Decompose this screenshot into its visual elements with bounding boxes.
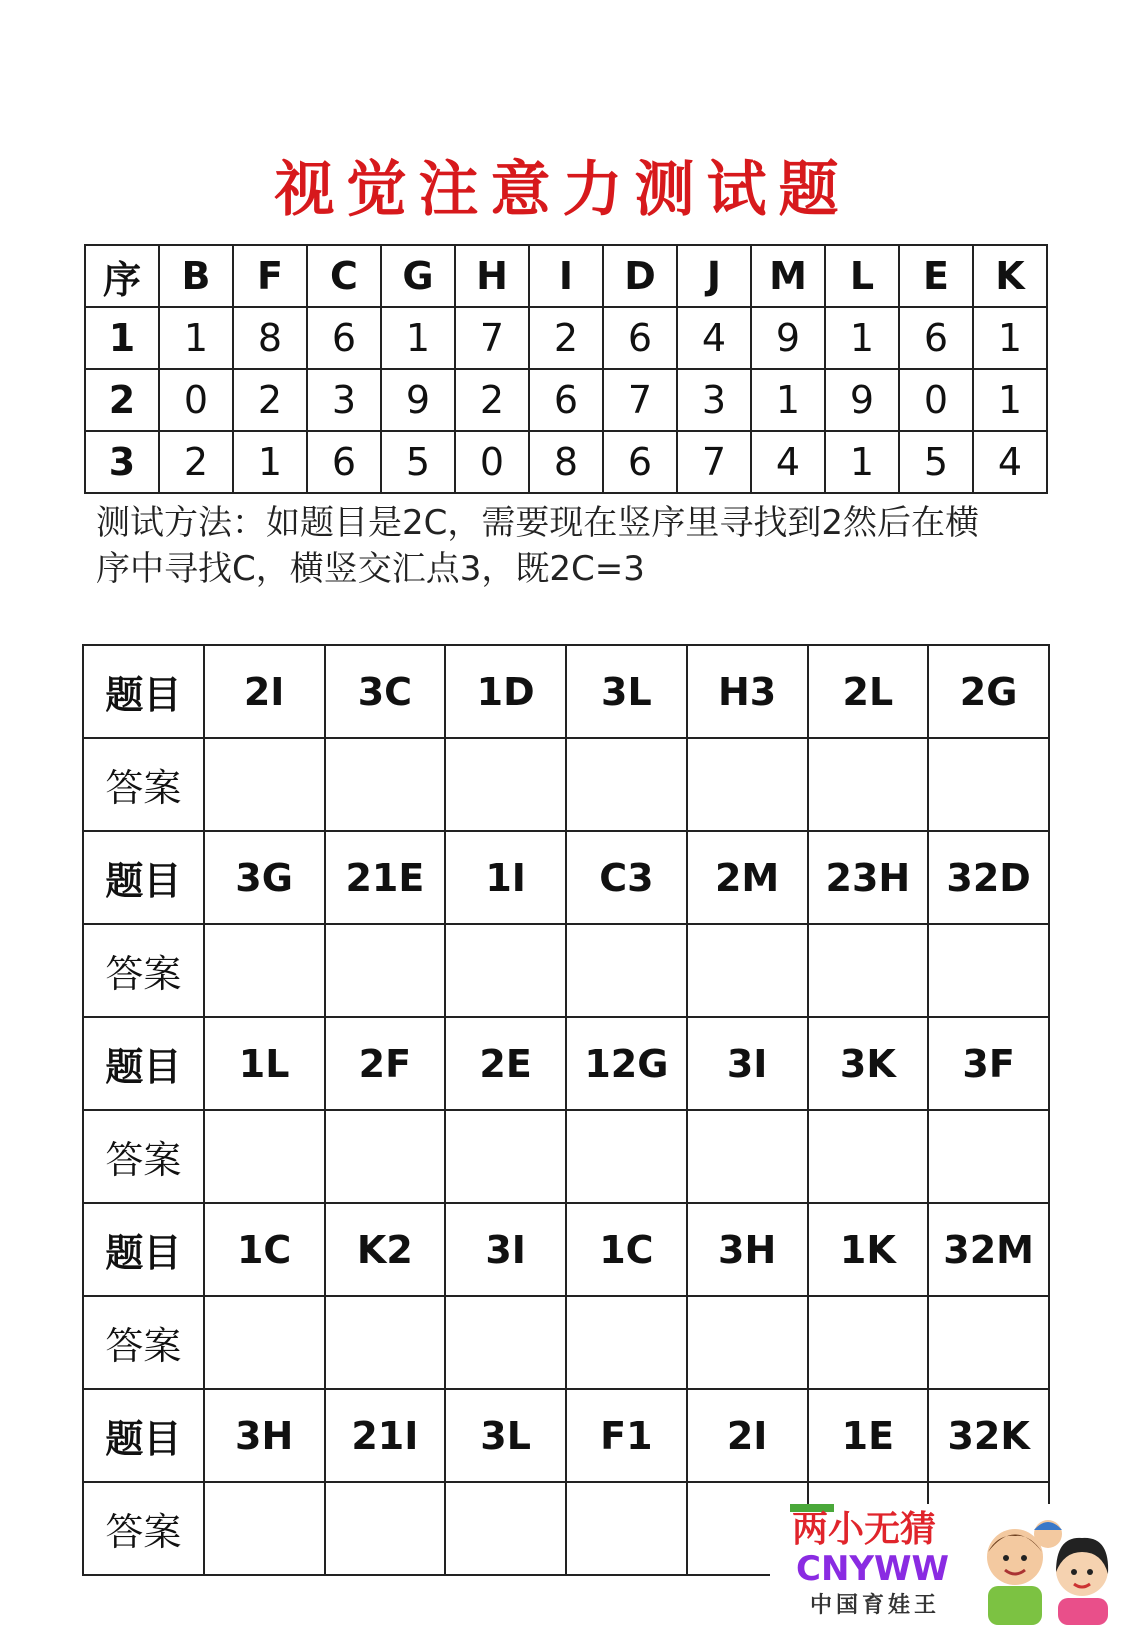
question-cell: 2M <box>687 831 808 924</box>
grid-cell: 6 <box>603 431 677 493</box>
answer-cell[interactable] <box>325 1110 446 1203</box>
grid-cell: 0 <box>899 369 973 431</box>
question-cell: 21E <box>325 831 446 924</box>
grid-cell: 9 <box>751 307 825 369</box>
question-cell: F1 <box>566 1389 687 1482</box>
grid-column-header: E <box>899 245 973 307</box>
question-cell: 1L <box>204 1017 325 1110</box>
grid-cell: 4 <box>677 307 751 369</box>
answer-cell[interactable] <box>928 1296 1049 1389</box>
question-cell: 23H <box>808 831 929 924</box>
answer-cell[interactable] <box>808 738 929 831</box>
question-cell: 2L <box>808 645 929 738</box>
grid-cell: 1 <box>751 369 825 431</box>
grid-cell: 0 <box>159 369 233 431</box>
grid-row <box>85 369 1047 431</box>
grid-column-header: J <box>677 245 751 307</box>
question-cell: 2E <box>445 1017 566 1110</box>
grid-column-header: L <box>825 245 899 307</box>
question-cell: 2I <box>204 645 325 738</box>
question-cell: 3K <box>808 1017 929 1110</box>
question-cell: 32K <box>928 1389 1049 1482</box>
grid-cell: 7 <box>455 307 529 369</box>
grid-cell: 3 <box>677 369 751 431</box>
question-cell: 32M <box>928 1203 1049 1296</box>
grid-cell: 1 <box>973 369 1047 431</box>
lookup-grid <box>84 244 1048 494</box>
grid-cell: 8 <box>233 307 307 369</box>
answer-cell[interactable] <box>204 1296 325 1389</box>
question-cell: 21I <box>325 1389 446 1482</box>
answer-cell[interactable] <box>928 924 1049 1017</box>
answer-cell[interactable] <box>928 738 1049 831</box>
question-cell: 3H <box>204 1389 325 1482</box>
grid-column-header: M <box>751 245 825 307</box>
grid-cell: 6 <box>899 307 973 369</box>
grid-cell: 1 <box>381 307 455 369</box>
grid-cell: 1 <box>973 307 1047 369</box>
grid-row <box>85 431 1047 493</box>
answer-cell[interactable] <box>445 924 566 1017</box>
answer-label: 答案 <box>83 1110 204 1203</box>
question-label: 题目 <box>83 831 204 924</box>
method-line-1: 测试方法：如题目是2C，需要现在竖序里寻找到2然后在横 <box>96 503 980 543</box>
answer-cell[interactable] <box>204 1482 325 1575</box>
grid-cell: 1 <box>825 431 899 493</box>
answer-cell[interactable] <box>566 738 687 831</box>
question-cell: 1I <box>445 831 566 924</box>
page-title: 视觉注意力测试题 <box>274 155 851 225</box>
grid-cell: 6 <box>529 369 603 431</box>
answer-cell[interactable] <box>204 1110 325 1203</box>
answer-cell[interactable] <box>325 1482 446 1575</box>
grid-column-header: C <box>307 245 381 307</box>
question-cell: 3G <box>204 831 325 924</box>
grid-cell: 3 <box>307 369 381 431</box>
answer-cell[interactable] <box>687 1296 808 1389</box>
method-line-2: 序中寻找C，横竖交汇点3，既2C=3 <box>96 549 645 589</box>
question-cell: K2 <box>325 1203 446 1296</box>
question-row <box>83 831 1049 924</box>
answer-cell[interactable] <box>566 1296 687 1389</box>
answer-row <box>83 1296 1049 1389</box>
question-cell: 1E <box>808 1389 929 1482</box>
question-row <box>83 1017 1049 1110</box>
answer-row <box>83 1110 1049 1203</box>
grid-cell: 7 <box>603 369 677 431</box>
answer-row <box>83 924 1049 1017</box>
answer-cell[interactable] <box>928 1110 1049 1203</box>
answer-cell[interactable] <box>325 1296 446 1389</box>
answer-cell[interactable] <box>687 738 808 831</box>
answer-cell[interactable] <box>566 1482 687 1575</box>
grid-cell: 9 <box>825 369 899 431</box>
answer-label: 答案 <box>83 1296 204 1389</box>
question-cell: 3H <box>687 1203 808 1296</box>
test-method-instructions <box>96 500 1056 592</box>
grid-header-row <box>85 245 1047 307</box>
grid-row-header: 2 <box>85 369 159 431</box>
answer-cell[interactable] <box>445 1110 566 1203</box>
answer-cell[interactable] <box>204 738 325 831</box>
grid-cell: 0 <box>455 431 529 493</box>
question-row <box>83 645 1049 738</box>
question-cell: 3C <box>325 645 446 738</box>
answer-cell[interactable] <box>687 924 808 1017</box>
question-cell: 3L <box>445 1389 566 1482</box>
logo-subtitle: 中国育娃王 <box>810 1593 941 1618</box>
answer-cell[interactable] <box>566 1110 687 1203</box>
answer-cell[interactable] <box>566 924 687 1017</box>
question-cell: 1C <box>566 1203 687 1296</box>
question-label: 题目 <box>83 1389 204 1482</box>
question-label: 题目 <box>83 1203 204 1296</box>
grid-cell: 1 <box>825 307 899 369</box>
grid-cell: 6 <box>603 307 677 369</box>
answer-cell[interactable] <box>204 924 325 1017</box>
answer-label: 答案 <box>83 924 204 1017</box>
question-cell: 1K <box>808 1203 929 1296</box>
question-cell: 2I <box>687 1389 808 1482</box>
grid-cell: 2 <box>159 431 233 493</box>
grid-cell: 2 <box>233 369 307 431</box>
question-label: 题目 <box>83 1017 204 1110</box>
grid-column-header: I <box>529 245 603 307</box>
question-row <box>83 1389 1049 1482</box>
cartoon-family-icon <box>970 1512 1120 1625</box>
grid-cell: 7 <box>677 431 751 493</box>
question-cell: 12G <box>566 1017 687 1110</box>
question-cell: H3 <box>687 645 808 738</box>
grid-cell: 6 <box>307 431 381 493</box>
question-cell: C3 <box>566 831 687 924</box>
question-cell: 3F <box>928 1017 1049 1110</box>
question-row <box>83 1203 1049 1296</box>
answer-cell[interactable] <box>808 924 929 1017</box>
answer-cell[interactable] <box>808 1110 929 1203</box>
answer-cell[interactable] <box>325 738 446 831</box>
logo-name-cn: 两小无猜 <box>792 1509 937 1550</box>
question-cell: 2F <box>325 1017 446 1110</box>
grid-column-header: G <box>381 245 455 307</box>
grid-column-header: F <box>233 245 307 307</box>
logo-name-en: CNYWW <box>796 1549 950 1589</box>
question-cell: 2G <box>928 645 1049 738</box>
grid-corner-cell: 序 <box>85 245 159 307</box>
grid-column-header: H <box>455 245 529 307</box>
question-cell: 3L <box>566 645 687 738</box>
grid-cell: 5 <box>381 431 455 493</box>
grid-row-header: 1 <box>85 307 159 369</box>
grid-row-header: 3 <box>85 431 159 493</box>
brand-logo <box>770 1504 1125 1625</box>
quiz-table <box>82 644 1050 1576</box>
question-cell: 3I <box>687 1017 808 1110</box>
grid-row <box>85 307 1047 369</box>
grid-cell: 6 <box>307 307 381 369</box>
answer-cell[interactable] <box>445 1482 566 1575</box>
grid-cell: 1 <box>159 307 233 369</box>
grid-cell: 8 <box>529 431 603 493</box>
question-cell: 32D <box>928 831 1049 924</box>
grid-column-header: B <box>159 245 233 307</box>
grid-cell: 4 <box>973 431 1047 493</box>
question-cell: 1D <box>445 645 566 738</box>
answer-cell[interactable] <box>808 1296 929 1389</box>
grid-cell: 5 <box>899 431 973 493</box>
grid-cell: 1 <box>233 431 307 493</box>
grid-column-header: K <box>973 245 1047 307</box>
grid-cell: 2 <box>455 369 529 431</box>
answer-cell[interactable] <box>325 924 446 1017</box>
question-cell: 1C <box>204 1203 325 1296</box>
grid-cell: 2 <box>529 307 603 369</box>
grid-cell: 4 <box>751 431 825 493</box>
answer-label: 答案 <box>83 738 204 831</box>
answer-label: 答案 <box>83 1482 204 1575</box>
answer-cell[interactable] <box>445 1296 566 1389</box>
question-cell: 3I <box>445 1203 566 1296</box>
grid-cell: 9 <box>381 369 455 431</box>
grid-column-header: D <box>603 245 677 307</box>
question-label: 题目 <box>83 645 204 738</box>
answer-row <box>83 738 1049 831</box>
answer-cell[interactable] <box>445 738 566 831</box>
answer-cell[interactable] <box>687 1110 808 1203</box>
